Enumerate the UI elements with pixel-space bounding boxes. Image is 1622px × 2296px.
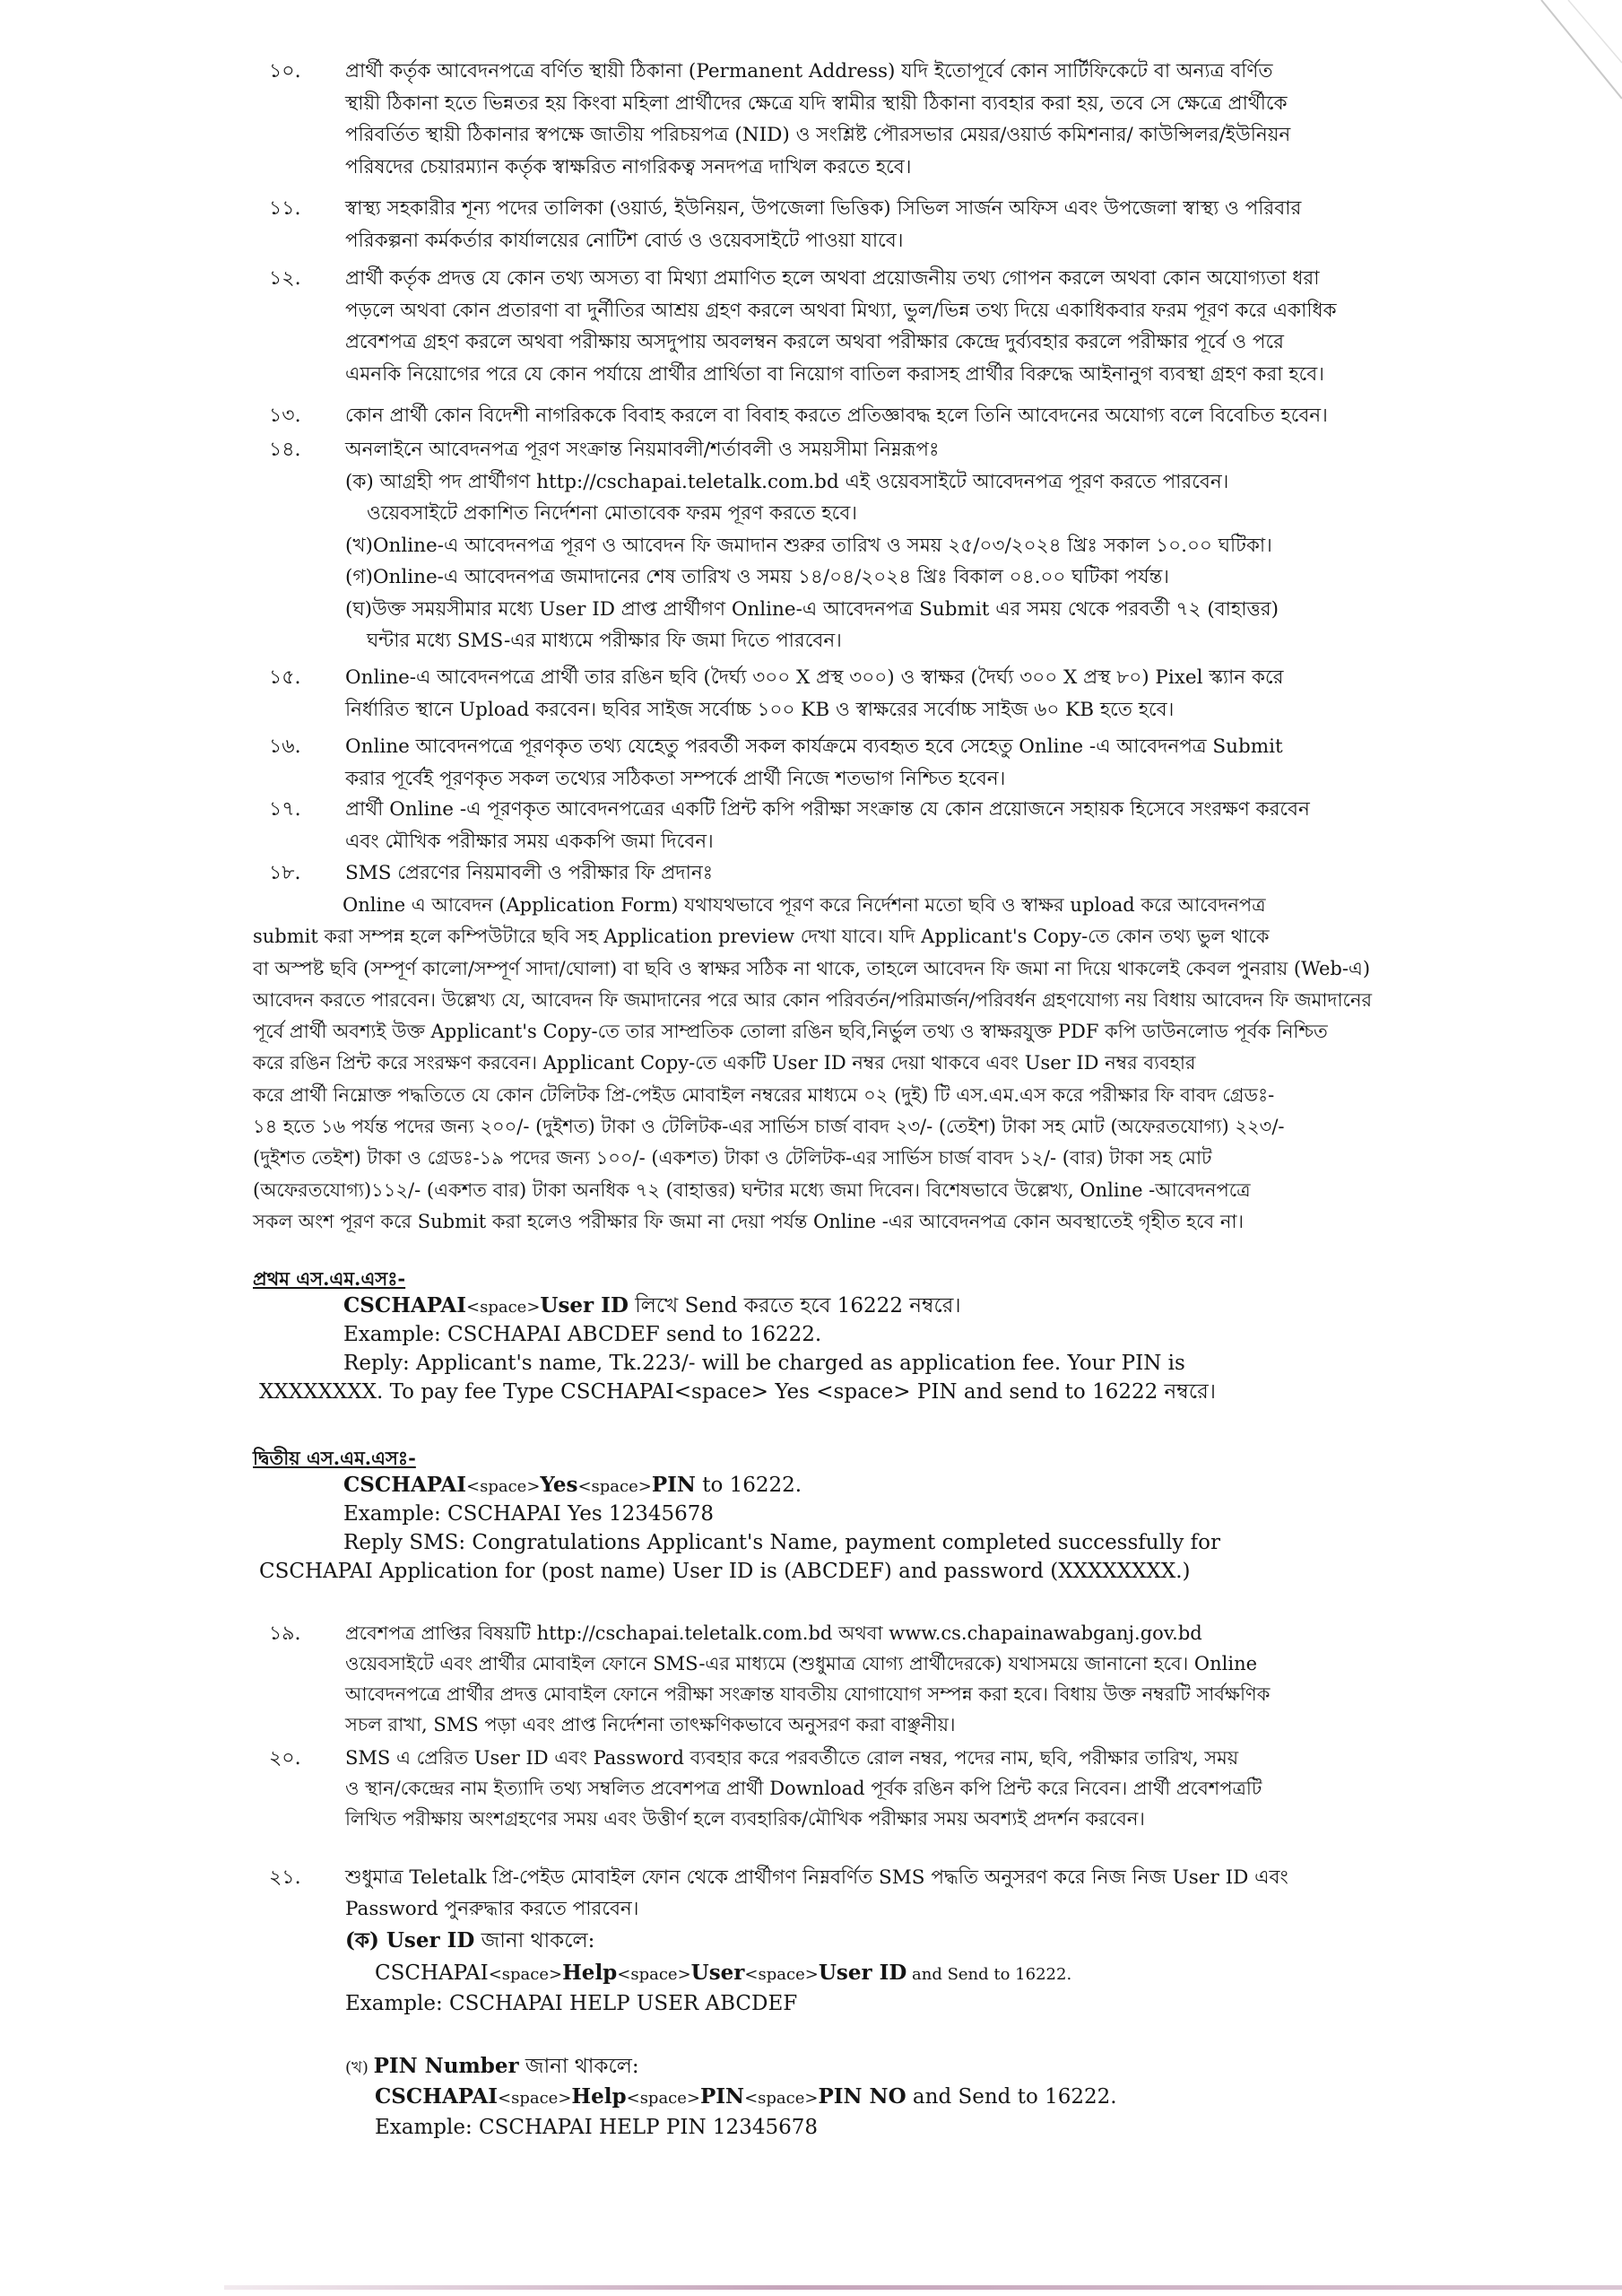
command-part: PIN: [700, 2084, 745, 2109]
command-part: and Send to 16222.: [906, 2085, 1117, 2109]
command-part: <space>: [488, 1965, 563, 1984]
title-part: PIN Number: [373, 2054, 519, 2078]
recover-pin-example: Example: CSCHAPAI HELP PIN 12345678: [375, 2116, 818, 2139]
command-part: লিখে Send করতে হবে 16222 নম্বরে।: [628, 1294, 961, 1318]
recover-pin-command: [375, 2083, 1117, 2113]
command-part: to 16222.: [695, 1474, 802, 1497]
text-line: করার পূর্বেই পূরণকৃত সকল তথ্যের সঠিকতা সম্পর্কে প্রার্থী নিজে শতভাগ নিশ্চিত হবেন।: [345, 767, 1006, 790]
second-sms-command: [343, 1471, 802, 1501]
text-line: পরিকল্পনা কর্মকর্তার কার্যালয়ের নোটিশ বোর্ড ও ওয়েবসাইটে পাওয়া যাবে।: [345, 229, 904, 252]
text-line: (অফেরতযোগ্য)১১২/- (একশত বার) টাকা অনধিক ৭২ (বাহাত্তর) ঘন্টার মধ্যে জমা দিবেন। বিশেষভাবে উল্লেখ্য, Online -আবেদনপত্রে: [253, 1178, 1251, 1201]
text-line: Online এ আবেদন (Application Form) যথাযথভাবে পূরণ করে নির্দেশনা মতো ছবি ও স্বাক্ষর upload করে আবেদনপত্র: [343, 894, 1266, 916]
first-sms-reply-cont: XXXXXXXX. To pay fee Type CSCHAPAI<space> Yes <space> PIN and send to 16222 নম্বরে।: [259, 1380, 1216, 1404]
text-line: Online আবেদনপত্রে পূরণকৃত তথ্য যেহেতু পরবর্তী সকল কার্যক্রমে ব্যবহৃত হবে সেহেতু Online -এ আবেদনপত্র Submit: [345, 735, 1283, 758]
text-line: এবং মৌখিক পরীক্ষার সময় এককপি জমা দিবেন।: [345, 830, 714, 853]
text-line: সচল রাখা, SMS পড়া এবং প্রাপ্ত নির্দেশনা তাৎক্ষণিকভাবে অনুসরণ করা বাঞ্ছনীয়।: [345, 1714, 956, 1735]
clause-text: [345, 857, 1453, 890]
first-sms-command: [343, 1292, 961, 1322]
text-line: নির্ধারিত স্থানে Upload করবেন। ছবির সাইজ সর্বোচ্চ ১০০ KB ও স্বাক্ষরের সর্বোচ্চ সাইজ ৬০ KB হতে হবে।: [345, 698, 1175, 721]
clause-number: ১৯.: [269, 1622, 301, 1645]
text-line: প্রার্থী কর্তৃক আবেদনপত্রে বর্ণিত স্থায়ী ঠিকানা (Permanent Address) যদি ইতোপূর্বে কোন সার্টিফিকেটে বা অন্যত্র বর্ণিত: [345, 60, 1273, 83]
text-line: প্রার্থী কর্তৃক প্রদত্ত যে কোন তথ্য অসত্য বা মিথ্যা প্রমাণিত হলে অথবা প্রয়োজনীয় তথ্য গোপন করলে অথবা কোন অযোগ্যতা ধরা: [345, 267, 1320, 290]
text-line: করে রঙিন প্রিন্ট করে সংরক্ষণ করবেন। Applicant Copy-তে একটি User ID নম্বর দেয়া থাকবে এবং User ID নম্বর ব্যবহার: [253, 1052, 1196, 1074]
clause-text: [345, 263, 1453, 390]
command-part: <space>: [577, 1477, 652, 1496]
text-line: submit করা সম্পন্ন হলে কম্পিউটারে ছবি সহ Application preview দেখা যাবে। যদি Applicant's Copy-তে কোন তথ্য ভুল থাকে: [253, 926, 1270, 948]
first-sms-heading: প্রথম এস.এম.এসঃ-: [253, 1267, 406, 1290]
text-line: প্রবেশপত্র প্রাপ্তির বিষয়টি http://cschapai.teletalk.com.bd অথবা www.cs.chapainawabganj.gov.bd: [345, 1622, 1202, 1644]
title-part: জানা থাকলে:: [474, 1929, 595, 1952]
recover-user-id-title: [345, 1926, 594, 1955]
second-sms-example: Example: CSCHAPAI Yes 12345678: [343, 1502, 715, 1526]
clause-text: [345, 731, 1453, 795]
text-line: Online-এ আবেদনপত্রে প্রার্থী তার রঙিন ছবি (দৈর্ঘ্য ৩০০ X প্রস্থ ৩০০) ও স্বাক্ষর (দৈর্ঘ্য ৩০০ X প্রস্থ ৮০) Pixel স্ক্যান করে: [345, 666, 1284, 689]
text-line: SMS এ প্রেরিত User ID এবং Password ব্যবহার করে পরবর্তীতে রোল নম্বর, পদের নাম, ছবি, পরীক্ষার তারিখ, সময়: [345, 1747, 1239, 1769]
title-part: (ক) User ID: [345, 1928, 475, 1952]
text-line: লিখিত পরীক্ষায় অংশগ্রহণের সময় এবং উত্তীর্ণ হলে ব্যবহারিক/মৌখিক পরীক্ষার সময় অবশ্যই প্রদর্শন করবেন।: [345, 1808, 1145, 1830]
command-part: <space>: [466, 1298, 541, 1317]
clause-number: ১১.: [269, 197, 301, 220]
clause-number: ২০.: [269, 1747, 301, 1770]
clause-text: [345, 1862, 1453, 1925]
clause-number: ১৫.: [269, 666, 301, 689]
text-line: আবেদনপত্রে প্রার্থীর প্রদত্ত মোবাইল ফোনে পরীক্ষা সংক্রান্ত যাবতীয় যোগাযোগ সম্পন্ন করা হবে। বিধায় উক্ত নম্বরটি সার্বক্ষণিক: [345, 1683, 1271, 1705]
text-line: (ক) আগ্রহী পদ প্রার্থীগণ http://cschapai.teletalk.com.bd এই ওয়েবসাইটে আবেদনপত্র পূরণ করতে পারবেন।: [345, 470, 1229, 493]
text-line: (গ)Online-এ আবেদনপত্র জমাদানের শেষ তারিখ ও সময় ১৪/০৪/২০২৪ খ্রিঃ বিকাল ০৪.০০ ঘটিকা পর্যন্ত।: [345, 566, 1169, 588]
clause-number: ২১.: [269, 1866, 301, 1889]
text-line: প্রার্থী Online -এ পূরণকৃত আবেদনপত্রের একটি প্রিন্ট কপি পরীক্ষা সংক্রান্ত যে কোন প্রয়োজনে সহায়ক হিসেবে সংরক্ষণ করবেন: [345, 798, 1310, 821]
second-sms-reply: Reply SMS: Congratulations Applicant's Name, payment completed successfully for: [343, 1531, 1220, 1554]
text-line: (ঘ)উক্ত সময়সীমার মধ্যে User ID প্রাপ্ত প্রার্থীগণ Online-এ আবেদনপত্র Submit এর সময় থেকে পরবর্তী ৭২ (বাহাত্তর): [345, 597, 1279, 621]
command-part: CSCHAPAI: [375, 1961, 489, 1985]
text-line: কোন প্রার্থী কোন বিদেশী নাগরিককে বিবাহ করলে বা বিবাহ করতে প্রতিজ্ঞাবদ্ধ হলে তিনি আবেদনের অযোগ্য বলে বিবেচিত হবেন।: [345, 404, 1328, 427]
text-line: শুধুমাত্র Teletalk প্রি-পেইড মোবাইল ফোন থেকে প্রার্থীগণ নিম্নবর্ণিত SMS পদ্ধতি অনুসরণ করে নিজ নিজ User ID এবং: [345, 1866, 1288, 1889]
first-sms-reply: Reply: Applicant's name, Tk.223/- will be charged as application fee. Your PIN is: [343, 1352, 1185, 1375]
clause-text: [345, 1618, 1453, 1740]
text-line: এমনকি নিয়োগের পরে যে কোন পর্যায়ে প্রার্থীর প্রার্থিতা বা নিয়োগ বাতিল করাসহ প্রার্থীর বিরুদ্ধে আইনানুগ ব্যবস্থা গ্রহণ করা হবে।: [345, 362, 1324, 386]
command-part: <space>: [466, 1477, 541, 1496]
command-part: <space>: [617, 1965, 691, 1984]
command-part: PIN: [651, 1473, 696, 1497]
command-part: User ID: [818, 1961, 907, 1985]
text-line: Password পুনরুদ্ধার করতে পারবেন।: [345, 1898, 639, 1920]
clause-number: ১০.: [269, 60, 301, 83]
text-line: স্বাস্থ্য সহকারীর শূন্য পদের তালিকা (ওয়ার্ড, ইউনিয়ন, উপজেলা ভিত্তিক) সিভিল সার্জন অফিস এবং উপজেলা স্বাস্থ্য ও পরিবার: [345, 197, 1302, 220]
command-part: PIN NO: [818, 2084, 906, 2109]
text-line: অনলাইনে আবেদনপত্র পূরণ সংক্রান্ত নিয়মাবলী/শর্তাবলী ও সময়সীমা নিম্নরূপঃ: [345, 439, 940, 461]
command-part: and Send to 16222.: [906, 1965, 1072, 1984]
command-part: CSCHAPAI: [343, 1473, 467, 1497]
sms-rules-paragraph: [253, 890, 1453, 1238]
text-line: ও স্থান/কেন্দ্রের নাম ইত্যাদি তথ্য সম্বলিত প্রবেশপত্র প্রার্থী Download পূর্বক রঙিন কপি প্রিন্ট করে নিবেন। প্রার্থী প্রবেশপত্রটি: [345, 1778, 1262, 1799]
text-line: পরিবর্তিত স্থায়ী ঠিকানার স্বপক্ষে জাতীয় পরিচয়পত্র (NID) ও সংশ্লিষ্ট পৌরসভার মেয়র/ওয়ার্ড কমিশনার/ কাউন্সিলর/ইউনিয়ন: [345, 124, 1291, 146]
command-part: CSCHAPAI: [343, 1293, 467, 1318]
text-line: বা অস্পষ্ট ছবি (সম্পূর্ণ কালো/সম্পূর্ণ সাদা/ঘোলা) বা ছবি ও স্বাক্ষর সঠিক না থাকে, তাহলে আবেদন ফি জমা না দিয়ে থাকলেই কেবল পুনরায় (Web-এ): [253, 957, 1371, 979]
clause-text: [345, 400, 1453, 432]
command-part: Help: [562, 1961, 618, 1985]
command-part: User: [690, 1961, 745, 1985]
title-part: জানা থাকলে:: [518, 2055, 639, 2078]
recover-pin-title: [345, 2052, 639, 2083]
scan-bottom-edge: [224, 2285, 1622, 2290]
second-sms-heading: দ্বিতীয় এস.এম.এসঃ-: [253, 1447, 416, 1469]
clause-text: [345, 434, 1453, 657]
clause-number: ১২.: [269, 267, 301, 290]
clause-number: ১৩.: [269, 404, 301, 427]
command-part: Help: [571, 2084, 627, 2109]
command-part: Yes: [540, 1473, 578, 1497]
text-line: পূর্বে প্রার্থী অবশ্যই উক্ত Applicant's Copy-তে তার সাম্প্রতিক তোলা রঙিন ছবি,নির্ভুল তথ্য ও স্বাক্ষরযুক্ত PDF কপি ডাউনলোড পূর্বক নিশ্চিত: [253, 1021, 1328, 1043]
recover-user-id-command: [375, 1959, 1071, 1989]
first-sms-example: Example: CSCHAPAI ABCDEF send to 16222.: [343, 1323, 822, 1346]
command-part: CSCHAPAI: [375, 2084, 499, 2109]
text-line: (দুইশত তেইশ) টাকা ও গ্রেডঃ-১৯ পদের জন্য ১০০/- (একশত) টাকা ও টেলিটক-এর সার্ভিস চার্জ বাবদ ১২/- (বার) টাকা সহ মোট: [253, 1147, 1212, 1170]
text-line: ওয়েবসাইটে এবং প্রার্থীর মোবাইল ফোনে SMS-এর মাধ্যমে (শুধুমাত্র যোগ্য প্রার্থীদেরকে) যথাসময়ে জানানো হবে। Online: [345, 1653, 1258, 1674]
second-sms-reply-cont: CSCHAPAI Application for (post name) User ID is (ABCDEF) and password (XXXXXXXX.): [259, 1560, 1191, 1583]
text-line: SMS প্রেরণের নিয়মাবলী ও পরীক্ষার ফি প্রদানঃ: [345, 862, 714, 884]
page-corner-fold: [1505, 0, 1622, 135]
text-line: প্রবেশপত্র গ্রহণ করলে অথবা পরীক্ষায় অসদুপায় অবলম্বন করলে অথবা পরীক্ষার কেন্দ্রে দুর্ব্যবহার করলে পরীক্ষার পূর্বে ও পরে: [345, 331, 1284, 353]
command-part: <space>: [498, 2089, 572, 2108]
text-line: ওয়েবসাইটে প্রকাশিত নির্দেশনা মোতাবেক ফরম পূরণ করতে হবে।: [367, 502, 857, 525]
clause-number: ১৭.: [269, 798, 301, 821]
command-part: User ID: [540, 1293, 629, 1318]
text-line: পড়লে অথবা কোন প্রতারণা বা দুর্নীতির আশ্রয় গ্রহণ করলে অথবা মিথ্যা, ভুল/ভিন্ন তথ্য দিয়ে একাধিকবার ফরম পূরণ করে একাধিক: [345, 299, 1337, 322]
clause-text: [345, 662, 1453, 726]
clause-text: [345, 1743, 1453, 1834]
text-line: পরিষদের চেয়ারম্যান কর্তৃক স্বাক্ষরিত নাগরিকত্ব সনদপত্র দাখিল করতে হবে।: [345, 155, 912, 178]
title-part: (খ): [345, 2058, 374, 2077]
recover-user-id-example: Example: CSCHAPAI HELP USER ABCDEF: [345, 1992, 798, 2015]
text-line: (খ)Online-এ আবেদনপত্র পূরণ ও আবেদন ফি জমাদান শুরুর তারিখ ও সময় ২৫/০৩/২০২৪ খ্রিঃ সকাল ১০.০০ ঘটিকা।: [345, 534, 1272, 557]
text-line: আবেদন করতে পারবেন। উল্লেখ্য যে, আবেদন ফি জমাদানের পরে আর কোন পরিবর্তন/পরিমার্জন/পরিবর্ধন গ্রহণযোগ্য নয় বিধায় আবেদন ফি জমাদানের: [253, 988, 1373, 1011]
clause-text: [345, 794, 1453, 857]
command-part: <space>: [626, 2089, 700, 2108]
text-line: ঘন্টার মধ্যে SMS-এর মাধ্যমে পরীক্ষার ফি জমা দিতে পারবেন।: [367, 630, 842, 652]
clause-number: ১৬.: [269, 735, 301, 758]
text-line: সকল অংশ পূরণ করে Submit করা হলেও পরীক্ষার ফি জমা না দেয়া পর্যন্ত Online -এর আবেদনপত্র কোন অবস্থাতেই গৃহীত হবে না।: [253, 1210, 1245, 1232]
text-line: করে প্রার্থী নিম্নোক্ত পদ্ধতিতে যে কোন টেলিটক প্রি-পেইড মোবাইল নম্বরের মাধ্যমে ০২ (দুই) টি এস.এম.এস করে পরীক্ষার ফি বাবদ গ্রেডঃ-: [253, 1083, 1275, 1106]
command-part: <space>: [744, 1965, 819, 1984]
text-line: ১৪ হতে ১৬ পর্যন্ত পদের জন্য ২০০/- (দুইশত) টাকা ও টেলিটক-এর সার্ভিস চার্জ বাবদ ২৩/- (তেইশ) টাকা সহ মোট (অফেরতযোগ্য) ২২৩/-: [253, 1116, 1285, 1138]
clause-number: ১৪.: [269, 439, 301, 461]
clause-text: [345, 56, 1453, 183]
clause-text: [345, 193, 1453, 257]
text-line: স্থায়ী ঠিকানা হতে ভিন্নতর হয় কিংবা মহিলা প্রার্থীদের ক্ষেত্রে যদি স্বামীর স্থায়ী ঠিকানা ব্যবহার করা হয়, তবে সে ক্ষেত্রে প্রার্থীকে: [345, 91, 1288, 115]
command-part: <space>: [744, 2089, 819, 2108]
clause-number: ১৮.: [269, 862, 301, 884]
